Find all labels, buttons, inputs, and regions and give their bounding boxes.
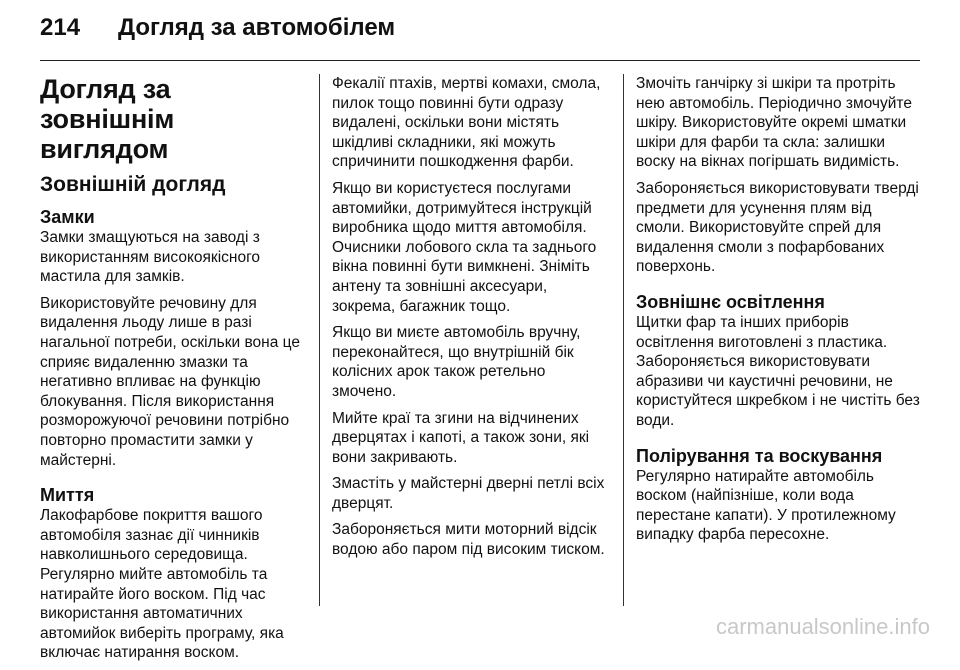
column-divider-1 bbox=[319, 74, 320, 606]
paragraph: Мийте краї та згини на відчинених дверцятах і капоті, а також зони, які вони закривають. bbox=[332, 409, 590, 466]
running-head: Догляд за автомобілем bbox=[118, 14, 396, 41]
paragraph: Якщо ви користуєтеся послугами автомийки, дотримуйтеся інструкцій виробника щодо миття автомобіля. Очисники лобового скла та заднього вікна повинні бути вимкнені. Зніміть антену та зовнішні аксесуари, зокрема, багажник тощо. bbox=[332, 179, 597, 315]
heading-polishing-waxing: Полірування та воскування bbox=[636, 445, 883, 466]
column-3 bbox=[636, 74, 922, 552]
column-2 bbox=[332, 74, 607, 567]
paragraph: Лакофарбове покриття вашого автомобіля зазнає дії чинників навколишнього середовища. Регулярно мийте автомобіль та натирайте його воском. Під час використання автоматичних автомийок виберіть програму, яка включає натирання воском. bbox=[40, 507, 284, 662]
paragraph: Щитки фар та інших приборів освітлення виготовлені з пластика. Забороняється використовувати абразиви чи каустичні речовини, не користуйтеся шкребком і не чистіть без води. bbox=[636, 313, 920, 429]
paragraph: Змочіть ганчірку зі шкіри та протріть нею автомобіль. Періодично змочуйте шкіру. Використовуйте окремі шматки шкіри для фарби та скла: залишки воску на вікнах погіршать видимість. bbox=[636, 75, 912, 171]
paragraph: Фекалії птахів, мертві комахи, смола, пилок тощо повинні бути одразу видалені, оскільки вони містять шкідливі складники, які можуть спричинити пошкодження фарби. bbox=[332, 75, 601, 171]
column-divider-2 bbox=[623, 74, 624, 606]
section-subtitle: Зовнішній догляд bbox=[40, 173, 226, 196]
paragraph: Замки змащуються на заводі з використанням високоякісного мастила для замків. bbox=[40, 229, 261, 286]
heading-washing: Миття bbox=[40, 485, 95, 506]
paragraph: Змастіть у майстерні дверні петлі всіх дверцят. bbox=[332, 475, 605, 512]
paragraph: Використовуйте речовину для видалення льоду лише в разі нагальної потреби, оскільки вона це сприяє видаленню змазки та негативно впливає на функцію блокування. Після використання розморожуючої речовини потрібно повторно промастити замки у майстерні. bbox=[40, 294, 300, 469]
page-number: 214 bbox=[40, 14, 81, 41]
column-1 bbox=[40, 74, 302, 670]
heading-locks: Замки bbox=[40, 207, 95, 227]
section-title: Догляд за зовнішнім виглядом bbox=[40, 74, 175, 164]
header-rule bbox=[40, 60, 920, 61]
heading-exterior-lighting: Зовнішнє освітлення bbox=[636, 291, 825, 312]
paragraph: Забороняється мити моторний відсік водою або паром під високим тиском. bbox=[332, 521, 605, 559]
paragraph: Якщо ви миєте автомобіль вручну, переконайтеся, що внутрішній бік колісних арок також ретельно змочено. bbox=[332, 324, 581, 400]
page-header bbox=[40, 14, 395, 48]
paragraph: Забороняється використовувати тверді предмети для усунення плям від смоли. Використовуйте спрей для видалення смоли з пофарбованих поверхонь. bbox=[636, 179, 919, 276]
paragraph: Регулярно натирайте автомобіль воском (найпізніше, коли вода перестане капати). У протилежному випадку фарба пересохне. bbox=[636, 467, 896, 544]
watermark: carmanualsonline.info bbox=[715, 614, 930, 639]
